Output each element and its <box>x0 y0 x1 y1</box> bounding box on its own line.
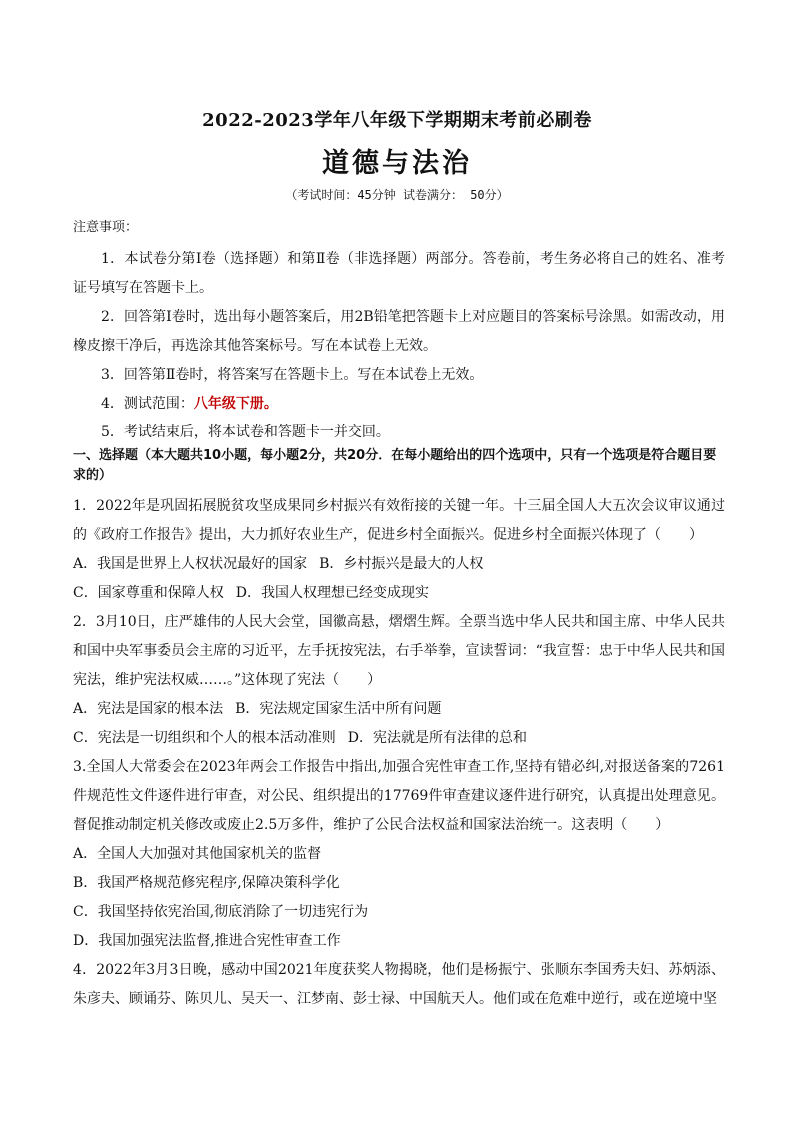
option-c: C．我国坚持依宪治国,彻底消除了一切违宪行为 <box>73 904 369 920</box>
question-stem: 4．2022年3月3日晚，感动中国2021年度获奖人物揭晓，他们是杨振宁、张顺东李国秀夫妇、苏炳添、朱彦夫、顾诵芬、陈贝儿、吴天一、江梦南、彭士禄、中国航天人。他们或在危难中逆行，或在逆境中坚 <box>73 962 725 1007</box>
scope-label: 4．测试范围： <box>101 396 194 412</box>
option-row <box>73 695 725 724</box>
option-b: B．乡村振兴是最大的人权 <box>319 556 484 572</box>
question-stem: 3.全国人大常委会在2023年两会工作报告中指出,加强合宪性审查工作,坚持有错必纠,对报送备案的7261件规范性文件逐件进行审查，对公民、组织提出的17769件审查建议逐件进行研究，认真提出处理意见。督促推动制定机关修改或废止2.5万多件，维护了公民合法权益和国家法治统一。这表明（ ） <box>73 759 725 833</box>
notice-heading: 注意事项： <box>73 220 139 235</box>
option-b: B．我国严格规范修宪程序,保障决策科学化 <box>73 875 340 891</box>
question-stem: 1．2022年是巩固拓展脱贫攻坚成果同乡村振兴有效衔接的关键一年。十三届全国人大五次会议审议通过的《政府工作报告》提出，大力抓好农业生产，促进乡村全面振兴。促进乡村全面振兴体现了（ ） <box>73 498 725 543</box>
exam-title: 2022-2023学年八年级下学期期末考前必刷卷 <box>202 110 592 131</box>
section-heading: 一、选择题（本大题共10小题，每小题2分，共20分．在每小题给出的四个选项中，只有一个选项是符合题目要求的） <box>73 448 717 483</box>
option-d: D．我国加强宪法监督,推进合宪性审查工作 <box>73 933 341 949</box>
notice-item-4 <box>73 390 725 419</box>
question-1 <box>73 492 725 608</box>
subject-title: 道德与法治 <box>322 148 472 179</box>
option-a: A．全国人大加强对其他国家机关的监督 <box>73 846 322 862</box>
question-stem: 2．3月10日，庄严雄伟的人民大会堂，国徽高悬，熠熠生辉。全票当选中华人民共和国主席、中华人民共和国中央军事委员会主席的习近平，左手抚按宪法，右手举拳，宣读誓词：“我宣誓：忠于中华人民共和国宪法，维护宪法权威……。”这体现了宪法（ ） <box>73 614 725 688</box>
option-c: C．宪法是一切组织和个人的根本活动准则 <box>73 730 336 746</box>
exam-content <box>73 217 725 1014</box>
option-a: A．我国是世界上人权状况最好的国家 <box>73 556 308 572</box>
option-a: A．宪法是国家的根本法 <box>73 701 224 717</box>
scope-value: 八年级下册。 <box>193 396 278 412</box>
notice-item-5: 5．考试结束后，将本试卷和答题卡一并交回。 <box>101 424 390 440</box>
option-row <box>73 550 725 579</box>
question-2 <box>73 608 725 753</box>
notice-item-3: 3．回答第Ⅱ卷时，将答案写在答题卡上。写在本试卷上无效。 <box>101 367 484 383</box>
option-b: B．宪法规定国家生活中所有问题 <box>235 701 442 717</box>
option-d: D．宪法就是所有法律的总和 <box>347 730 527 746</box>
exam-info: （考试时间：45分钟 试卷满分： 50分） <box>285 188 509 202</box>
option-c: C．国家尊重和保障人权 <box>73 585 224 601</box>
option-row <box>73 579 725 608</box>
question-3 <box>73 753 725 956</box>
option-row <box>73 724 725 753</box>
notice-item-2: 2．回答第Ⅰ卷时，选出每小题答案后，用2B铅笔把答题卡上对应题目的答案标号涂黑。如需改动，用橡皮擦干净后，再选涂其他答案标号。写在本试卷上无效。 <box>73 309 725 354</box>
notice-item-1: 1．本试卷分第Ⅰ卷（选择题）和第Ⅱ卷（非选择题）两部分。答卷前，考生务必将自己的姓名、准考证号填写在答题卡上。 <box>73 251 725 296</box>
question-4 <box>73 956 725 1014</box>
option-d: D．我国人权理想已经变成现实 <box>235 585 429 601</box>
